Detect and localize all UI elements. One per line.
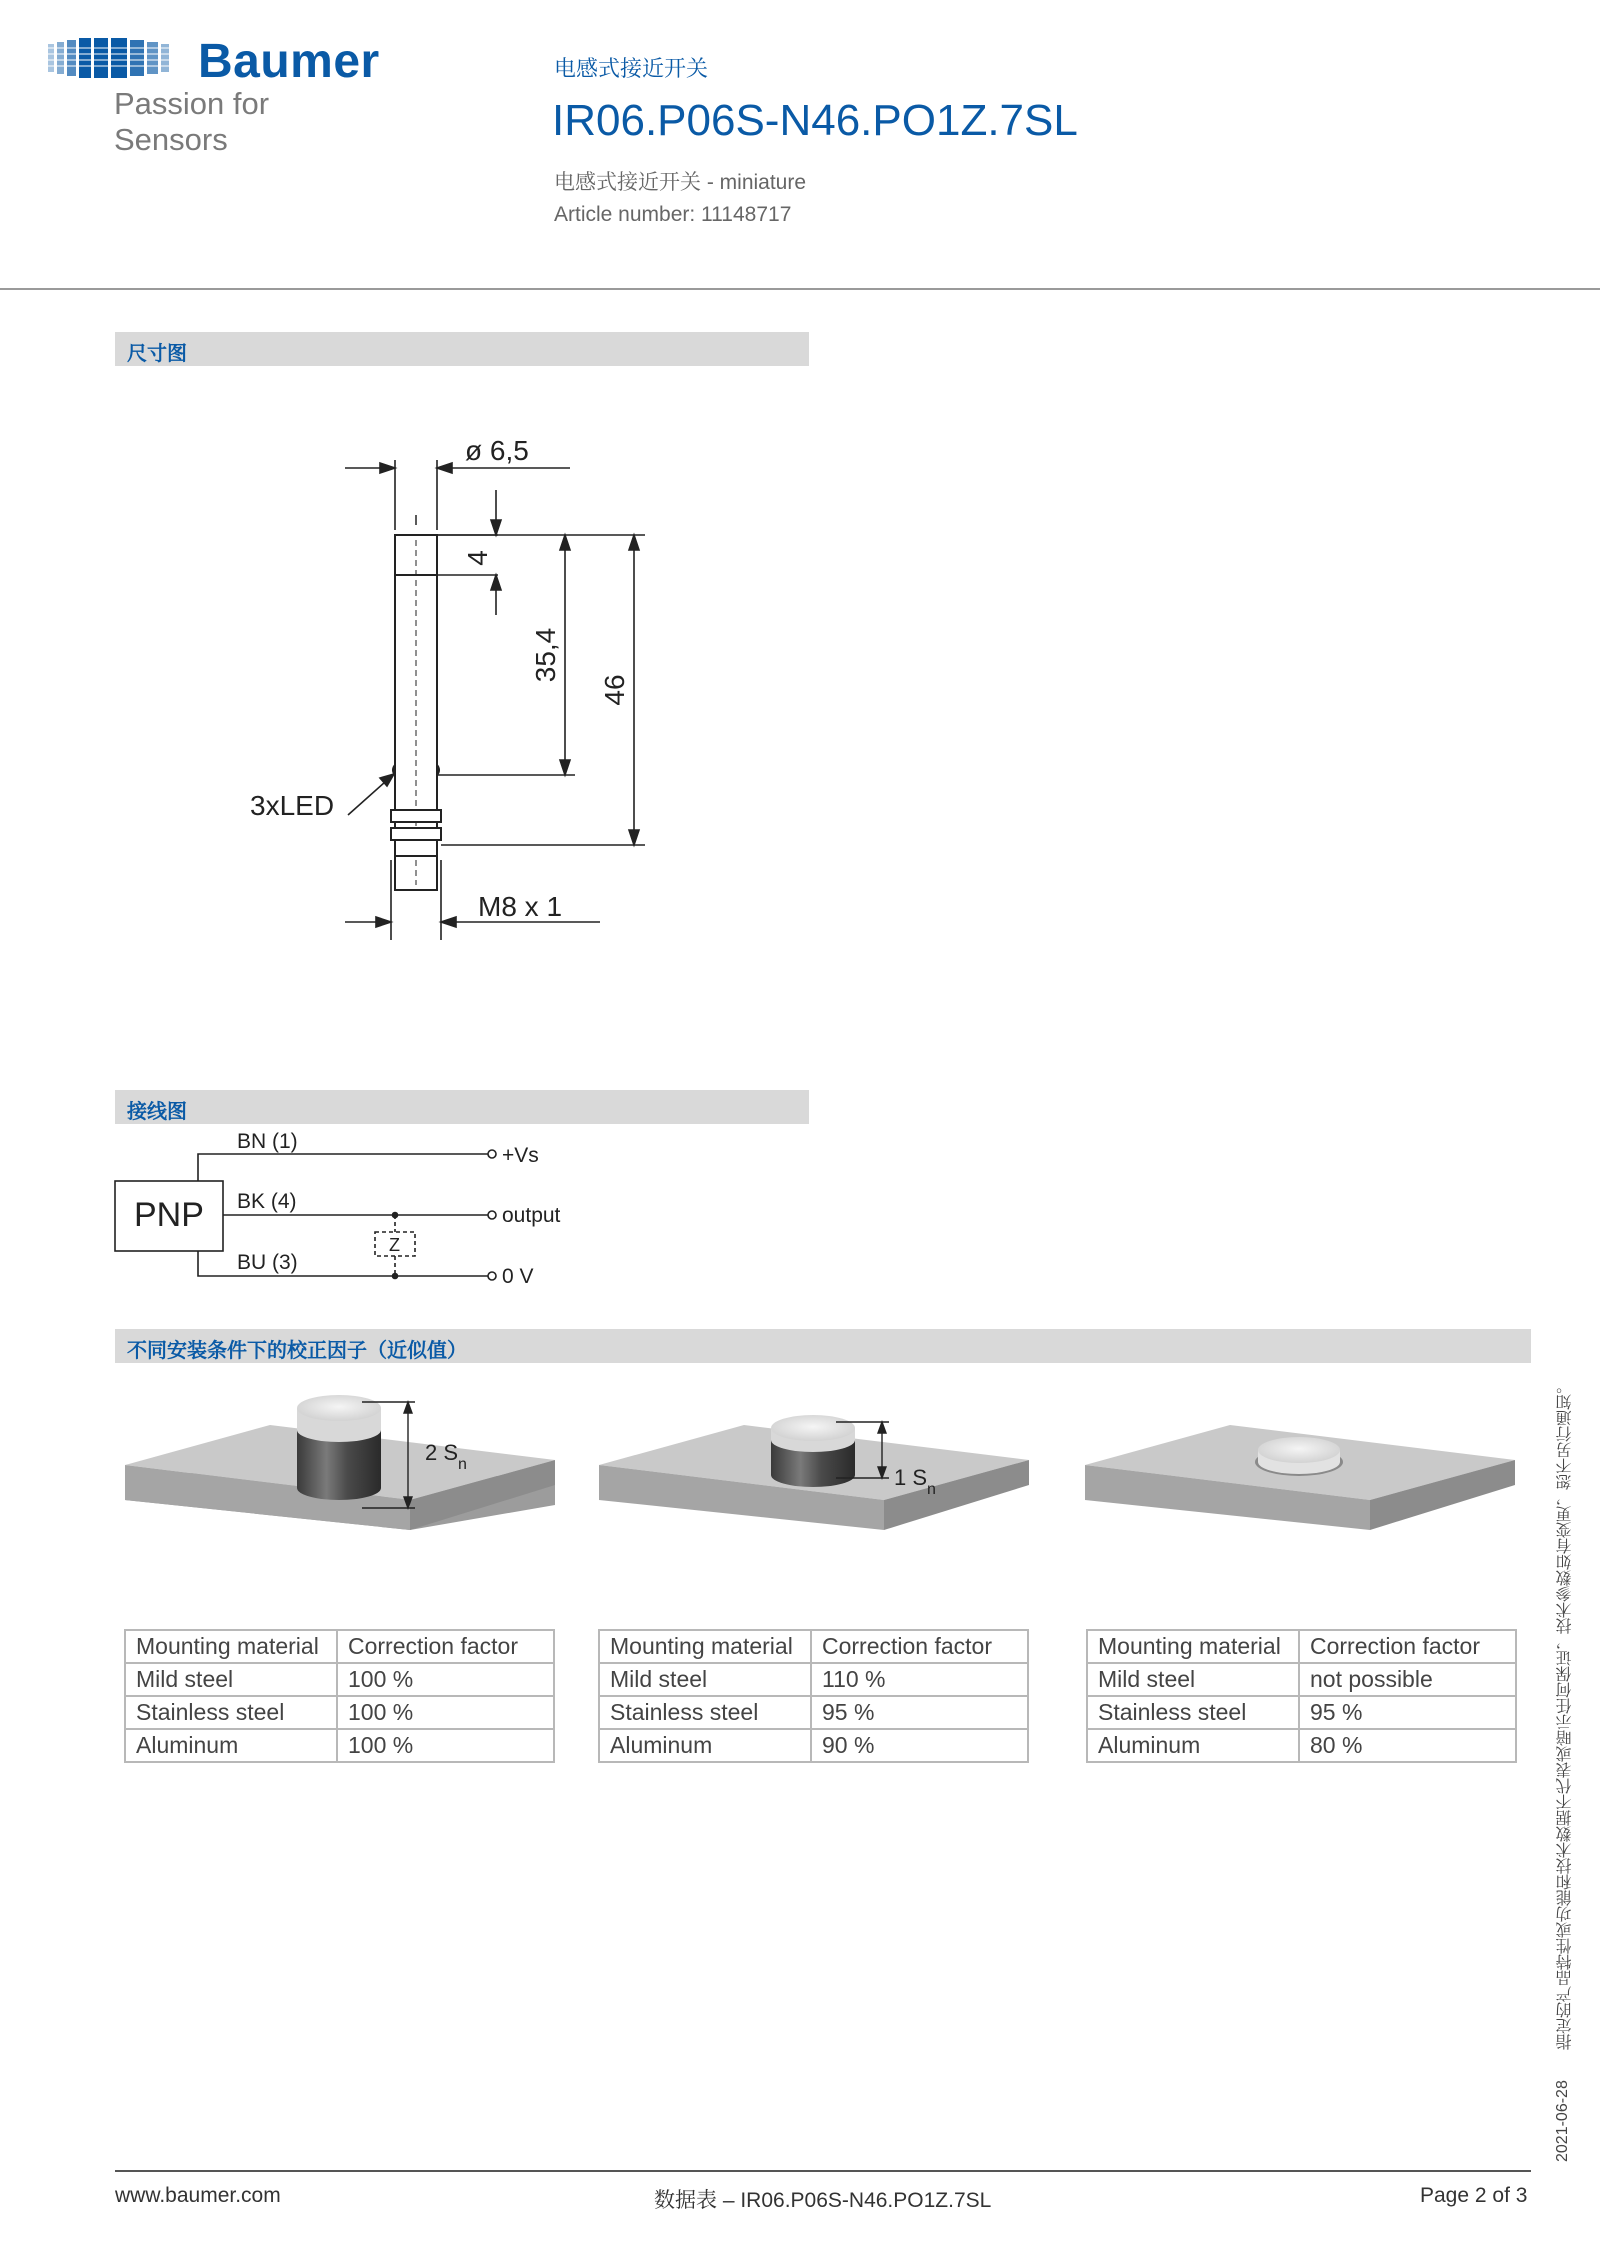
sn-label-1: 2 $S_n$ — [425, 1440, 467, 1473]
dim-46-label: 46 — [599, 674, 630, 706]
cell-material: Aluminum — [1087, 1729, 1299, 1762]
cell-factor: not possible — [1299, 1663, 1516, 1696]
correction-table-3 — [1086, 1629, 1517, 1763]
mounting-illustrations — [110, 1380, 1530, 1610]
cell-material: Aluminum — [599, 1729, 811, 1762]
plate-flush-mounted — [1085, 1425, 1515, 1530]
plate-flush-none — [125, 1395, 555, 1530]
table-row — [125, 1696, 554, 1729]
table-row — [1087, 1729, 1516, 1762]
header-factor: Correction factor — [811, 1630, 1028, 1663]
cell-material: Stainless steel — [1087, 1696, 1299, 1729]
dim-diameter-label: ø 6,5 — [465, 435, 529, 466]
header-mounting: Mounting material — [125, 1630, 337, 1663]
dimension-drawing — [230, 420, 670, 950]
wire-bk-label: BK (4) — [237, 1190, 297, 1213]
wire-bn-label: BN (1) — [237, 1130, 298, 1153]
led-label: 3xLED — [250, 790, 335, 821]
brand-tagline: Passion for Sensors — [114, 86, 270, 157]
table-row — [125, 1729, 554, 1762]
table-header-row — [125, 1630, 554, 1663]
cell-factor: 90 % — [811, 1729, 1028, 1762]
table-row — [599, 1663, 1028, 1696]
header-mounting: Mounting material — [599, 1630, 811, 1663]
table-row — [125, 1663, 554, 1696]
footer-page-number: Page 2 of 3 — [1420, 2184, 1528, 2207]
sn-label-2: 1 $S_n$ — [894, 1465, 936, 1498]
table-header-row — [599, 1630, 1028, 1663]
cell-factor: 110 % — [811, 1663, 1028, 1696]
header-mounting: Mounting material — [1087, 1630, 1299, 1663]
brand-name: Baumer — [198, 35, 380, 88]
plate-half-embedded — [599, 1415, 1029, 1530]
cell-material: Aluminum — [125, 1729, 337, 1762]
doc-subtitle: 电感式接近开关 - miniature — [554, 171, 807, 194]
cell-material: Stainless steel — [125, 1696, 337, 1729]
side-disclaimer: 指定的产品特性或功能和技术数据不代表或暗示任何保证，技术参数如有变更，恕不另行通知。 — [1557, 1378, 1574, 2050]
correction-table-1 — [124, 1629, 555, 1763]
section-bar-dimension — [115, 332, 809, 366]
cell-material: Stainless steel — [599, 1696, 811, 1729]
cell-factor: 95 % — [1299, 1696, 1516, 1729]
cell-factor: 95 % — [811, 1696, 1028, 1729]
table-row — [1087, 1663, 1516, 1696]
terminal-vs-label: +Vs — [502, 1144, 539, 1167]
header-factor: Correction factor — [1299, 1630, 1516, 1663]
wire-bu-label: BU (3) — [237, 1251, 298, 1274]
cell-factor: 100 % — [337, 1729, 554, 1762]
table-header-row — [1087, 1630, 1516, 1663]
z-load-label: Z — [389, 1235, 400, 1255]
footer-divider — [115, 2170, 1531, 2172]
pnp-label: PNP — [134, 1196, 204, 1234]
table-row — [599, 1696, 1028, 1729]
cell-factor: 100 % — [337, 1696, 554, 1729]
article-number: Article number: 11148717 — [554, 203, 792, 226]
terminal-output-label: output — [502, 1204, 561, 1227]
header-divider — [0, 288, 1600, 290]
section-title-correction: 不同安装条件下的校正因子（近似值） — [127, 1340, 467, 1362]
baumer-logo — [48, 34, 380, 157]
cell-material: Mild steel — [1087, 1663, 1299, 1696]
table-row — [599, 1729, 1028, 1762]
section-title-wiring: 接线图 — [127, 1101, 187, 1123]
footer-doc-title: 数据表 – IR06.P06S-N46.PO1Z.7SL — [654, 2189, 992, 2212]
logo-stripes-icon — [48, 38, 178, 78]
terminal-0v-label: 0 V — [502, 1265, 534, 1288]
thread-label: M8 x 1 — [478, 891, 563, 922]
section-bar-wiring — [115, 1090, 809, 1124]
page-title: IR06.P06S-N46.PO1Z.7SL — [552, 96, 1078, 145]
correction-table-2 — [598, 1629, 1029, 1763]
dim-35-label: 35,4 — [530, 627, 561, 683]
table-row — [1087, 1696, 1516, 1729]
section-bar-correction — [115, 1329, 1531, 1363]
wiring-diagram — [110, 1128, 590, 1298]
cell-factor: 100 % — [337, 1663, 554, 1696]
section-title-dimension: 尺寸图 — [127, 343, 187, 365]
cell-factor: 80 % — [1299, 1729, 1516, 1762]
cell-material: Mild steel — [599, 1663, 811, 1696]
header-factor: Correction factor — [337, 1630, 554, 1663]
doc-category: 电感式接近开关 — [554, 56, 709, 81]
dim-4-label: 4 — [462, 550, 493, 566]
cell-material: Mild steel — [125, 1663, 337, 1696]
side-date: 2021-06-28 — [1554, 2080, 1571, 2162]
footer-website-link[interactable]: www.baumer.com — [115, 2184, 281, 2207]
